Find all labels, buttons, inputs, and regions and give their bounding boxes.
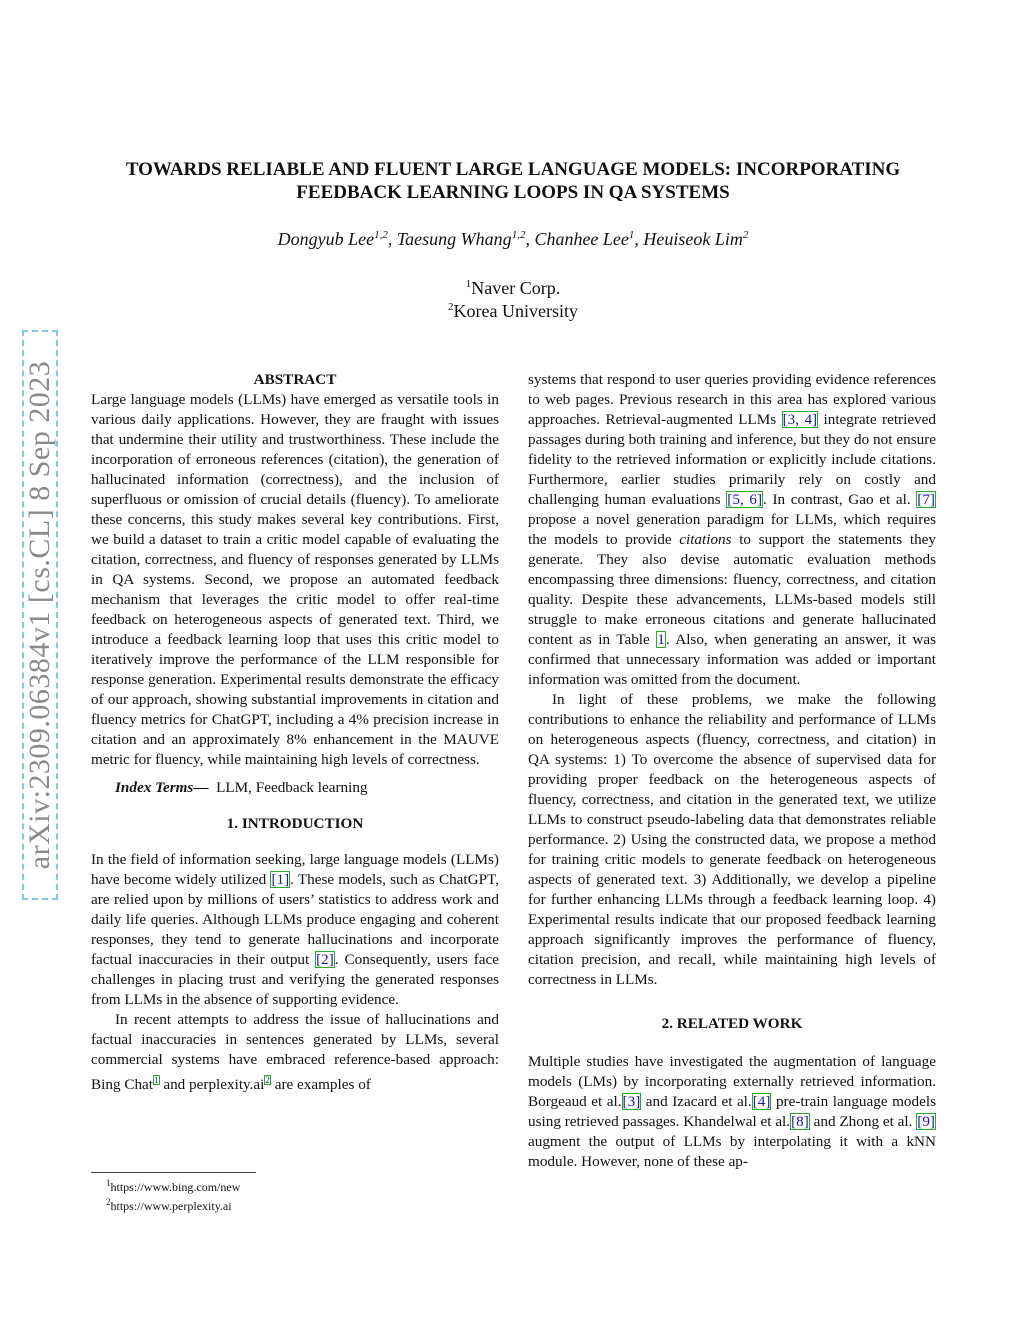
arxiv-stamp[interactable] (22, 330, 58, 900)
citation-link[interactable]: [4] (752, 1093, 771, 1110)
citation-link[interactable]: [7] (917, 491, 935, 508)
paper-title: TOWARDS RELIABLE AND FLUENT LARGE LANGUAGE MODELS: INCORPORATING FEEDBACK LEARNING LOOPS IN QA SYSTEMS (125, 159, 901, 203)
section-heading-related-work: 2. RELATED WORK (661, 1015, 803, 1032)
table-reference-link[interactable]: 1 (657, 631, 665, 648)
author: Heuiseok Lim$^2$ (643, 229, 749, 249)
footnotes (91, 1172, 499, 1214)
footnote-rule (91, 1172, 256, 1173)
citation-link[interactable]: [2] (316, 951, 334, 968)
footnote: $^1$https://www.bing.com/new (106, 1178, 241, 1194)
citation-link[interactable]: [3] (622, 1093, 641, 1110)
author: Dongyub Lee$^{1,2}$, (277, 229, 397, 249)
index-terms: Index Terms— LLM, Feedback learning (115, 779, 368, 796)
footnote-link[interactable]: 2 (265, 1075, 270, 1085)
citation-link[interactable]: [1] (271, 871, 290, 888)
footnote-url[interactable]: https://www.perplexity.ai (110, 1199, 232, 1213)
affiliation: $^1$Naver Corp. (465, 278, 561, 298)
contributions-paragraph: In light of these problems, we make the following contributions to enhance the reliability and performance of LLMs on heterogeneous aspects (fluency, correctness, and citation) in QA systems: 1) To overcome the absence of supervised data for providing proper feedback on the heterogeneous aspects of fluency, correctness, and citation in the generated text, we utilize LLMs to construct pseudo-labeling data that demonstrates reliable performance. 2) Using the constructed data, we propose a method for training critic models to generate feedback on heterogeneous aspects of generated text. 3) Additionally, we develop a pipeline for further enhancing LLMs through a feedback learning loop. 4) Experimental results indicate that our proposed feedback learning approach significantly improves the performance of fluency, citation precision, and recall, while maintaining high levels of correctness in LLMs. (528, 691, 936, 988)
author-list (80, 229, 946, 250)
footnote-link[interactable]: 1 (154, 1075, 159, 1085)
body-paragraph: systems that respond to user queries providing evidence references to web pages. Previous research in this area has explored various approaches. Retrieval-augmented LLMs [3, 4] integrate retrieved passages during both training and inference, but they do not ensure fidelity to the retrieved information or explicitly include citations. Furthermore, earlier studies primarily rely on costly and challenging human evaluations [5, 6]. In contrast, Gao et al. [7] propose a novel generation paradigm for LLMs, which requires the models to provide citations to support the statements they generate. They also devise automatic evaluation methods encompassing three dimensions: fluency, correctness, and citation quality. Despite these advancements, LLMs-based models still struggle to make erroneous citations and generate hallucinated content as in Table 1. Also, when generating an answer, it was confirmed that unnecessary information was added or important information was omitted from the document. (528, 371, 937, 688)
footnote: $^2$https://www.perplexity.ai (106, 1197, 232, 1213)
left-column (91, 370, 499, 1095)
abstract-text: Large language models (LLMs) have emerged as versatile tools in various daily applications. However, they are fraught with issues that undermine their utility and trustworthiness. These include the incorporation of erroneous references (citation), the generation of hallucinated information (correctness), and the inclusion of superfluous or omission of crucial details (fluency). To ameliorate these concerns, this study makes several key contributions. First, we build a dataset to train a critic model capable of evaluating the citation, correctness, and fluency of responses generated by LLMs in QA systems. Second, we propose an automated feedback mechanism that leverages the critic model to offer real-time feedback on heterogeneous aspects of generated text. Third, we introduce a feedback learning loop that uses this critic model to iteratively improve the performance of the LLM responsible for response generation. Experimental results demonstrate the efficacy of our approach, showing substantial improvements in citation and fluency metrics for ChatGPT, including a 4% precision increase in citation and an approximately 8% enhancement in the MAUVE metric for fluency, while maintaining high levels of correctness. (91, 391, 499, 768)
citation-link[interactable]: [9] (917, 1113, 935, 1130)
author: Taesung Whang$^{1,2}$, (396, 229, 535, 249)
author: Chanhee Lee$^1$, (534, 229, 644, 249)
intro-paragraph-2: In recent attempts to address the issue of hallucinations and factual inaccuracies in sentences generated by LLMs, several commercial systems have embraced reference-based approach: Bing Chat$^1$ and perplexity.ai$^2$ are examples of (91, 1011, 499, 1094)
citation-link[interactable]: [3, 4] (782, 411, 818, 428)
arxiv-identifier[interactable]: arXiv:2309.06384v1 [cs.CL] 8 Sep 2023 (23, 360, 56, 870)
citation-link[interactable]: [8] (791, 1113, 809, 1130)
abstract-heading: ABSTRACT (253, 371, 337, 388)
intro-paragraph-1: In the field of information seeking, large language models (LLMs) have become widely utilized [1]. These models, such as ChatGPT, are relied upon by millions of users’ statistics to address work and daily life queries. Although LLMs produce engaging and coherent responses, they tend to generate hallucinations and incorporate factual inaccuracies in their output [2]. Consequently, users face challenges in placing trust and verifying the generated responses from LLMs in the absence of supporting evidence. (91, 851, 500, 1008)
right-column (528, 370, 936, 1172)
related-work-paragraph: Multiple studies have investigated the augmentation of language models (LMs) by incorporating externally retrieved information. Borgeaud et al.[3] and Izacard et al.[4] pre-train language models using retrieved passages. Khandelwal et al.[8] and Zhong et al. [9] augment the output of LLMs by interpolating it with a kNN module. However, none of these ap- (528, 1053, 936, 1170)
footnote-url[interactable]: https://www.bing.com/new (110, 1180, 241, 1194)
citation-link[interactable]: [5, 6] (727, 491, 763, 508)
affiliation: $^2$Korea University (448, 301, 578, 321)
index-terms-label: Index Terms— (115, 779, 209, 796)
section-heading-introduction: 1. INTRODUCTION (226, 815, 364, 832)
